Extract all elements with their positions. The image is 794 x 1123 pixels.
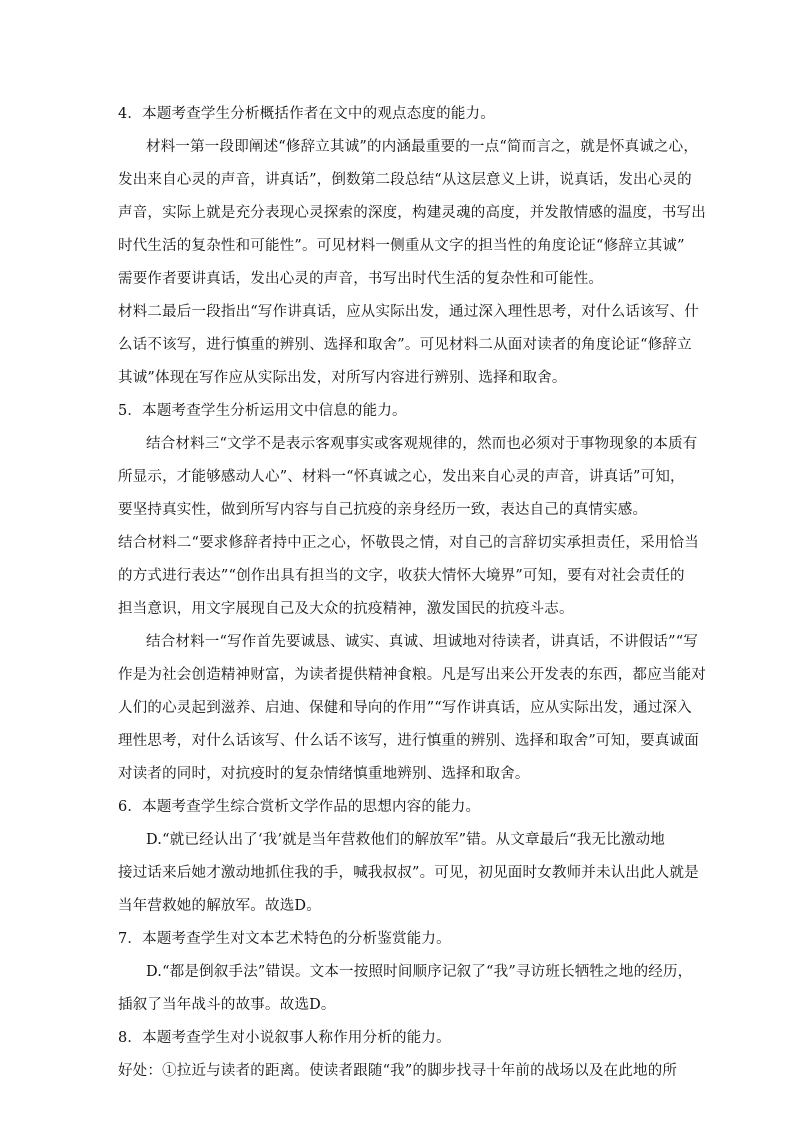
section-heading-q5: 5．本题考查学生分析运用文中信息的能力。 (118, 403, 407, 419)
paragraph-line: 接过话来后她才激动地抓住我的手，喊我叔叔”。可见，初见面时女教师并未认出此人就是 (118, 865, 699, 881)
paragraph-line: D.“就已经认出了‘我’就是当年营救他们的解放军”错。从文章最后“我无比激动地 (146, 832, 665, 848)
paragraph-line: 人们的心灵起到滋养、启迪、保健和导向的作用”“写作讲真话，应从实际出发，通过深入 (118, 700, 692, 716)
paragraph-line: 的方式进行表达”“创作出具有担当的文字，收获大情怀大境界”可知，要有对社会责任的 (118, 568, 685, 584)
paragraph-line: 作是为社会创造精神财富，为读者提供精神食粮。凡是写出来公开发表的东西，都应当能对 (118, 667, 706, 683)
paragraph-line: 结合材料一“写作首先要诚恳、诚实、真诚、坦诚地对待读者，讲真话，不讲假话”“写 (146, 634, 699, 650)
paragraph-line: 时代生活的复杂性和可能性”。可见材料一侧重从文字的担当性的角度论证“修辞立其诚” (118, 238, 685, 254)
paragraph-line: 当年营救她的解放军。故选D。 (118, 898, 321, 914)
paragraph-line: 所显示，才能够感动人心”、材料一“怀真诚之心，发出来自心灵的声音，讲真话”可知， (118, 469, 685, 485)
paragraph-line: 担当意识，用文字展现自己及大众的抗疫精神，激发国民的抗疫斗志。 (118, 601, 574, 617)
paragraph-line: 其诚”体现在写作应从实际出发，对所写内容进行辨别、选择和取舍。 (118, 370, 567, 386)
paragraph-line: 发出来自心灵的声音，讲真话”，倒数第二段总结“从这层意义上讲，说真话，发出心灵的 (118, 172, 692, 188)
paragraph-line: 材料二最后一段指出“写作讲真话，应从实际出发，通过深入理性思考，对什么话该写、什 (118, 304, 699, 320)
paragraph-line: 材料一第一段即阐述“修辞立其诚”的内涵最重要的一点“简而言之，就是怀真诚之心， (146, 139, 699, 155)
paragraph-line: D.“都是倒叙手法”错误。文本一按照时间顺序记叙了“我”寻访班长牺牲之地的经历， (146, 964, 693, 980)
section-heading-q8: 8．本题考查学生对小说叙事人称作用分析的能力。 (118, 1030, 451, 1046)
paragraph-line: 结合材料二“要求修辞者持中正之心，怀敬畏之情，对自己的言辞切实承担责任，采用恰当 (118, 535, 699, 551)
paragraph-line: 对读者的同时，对抗疫时的复杂情绪慎重地辨别、选择和取舍。 (118, 766, 530, 782)
paragraph-line: 需要作者要讲真话，发出心灵的声音，书写出时代生活的复杂性和可能性。 (118, 271, 604, 287)
paragraph-line: 好处：①拉近与读者的距离。使读者跟随“我”的脚步找寻十年前的战场以及在此地的所 (118, 1063, 678, 1079)
paragraph-line: 插叙了当年战斗的故事。故选D。 (118, 997, 336, 1013)
paragraph-line: 结合材料三“文学不是表示客观事实或客观规律的，然而也必须对于事物现象的本质有 (146, 436, 698, 452)
section-heading-q4: 4．本题考查学生分析概括作者在文中的观点态度的能力。 (118, 106, 495, 122)
paragraph-line: 声音，实际上就是充分表现心灵探索的深度，构建灵魂的高度，并发散情感的温度，书写出 (118, 205, 706, 221)
section-heading-q6: 6．本题考查学生综合赏析文学作品的思想内容的能力。 (118, 799, 481, 815)
paragraph-line: 么话不该写，进行慎重的辨别、选择和取舍”。可见材料二从面对读者的角度论证“修辞立 (118, 337, 692, 353)
section-heading-q7: 7．本题考查学生对文本艺术特色的分析鉴赏能力。 (118, 931, 451, 947)
paragraph-line: 要坚持真实性，做到所写内容与自己抗疫的亲身经历一致，表达自己的真情实感。 (118, 502, 648, 518)
paragraph-line: 理性思考，对什么话该写、什么话不该写，进行慎重的辨别、选择和取舍”可知，要真诚面 (118, 733, 699, 749)
